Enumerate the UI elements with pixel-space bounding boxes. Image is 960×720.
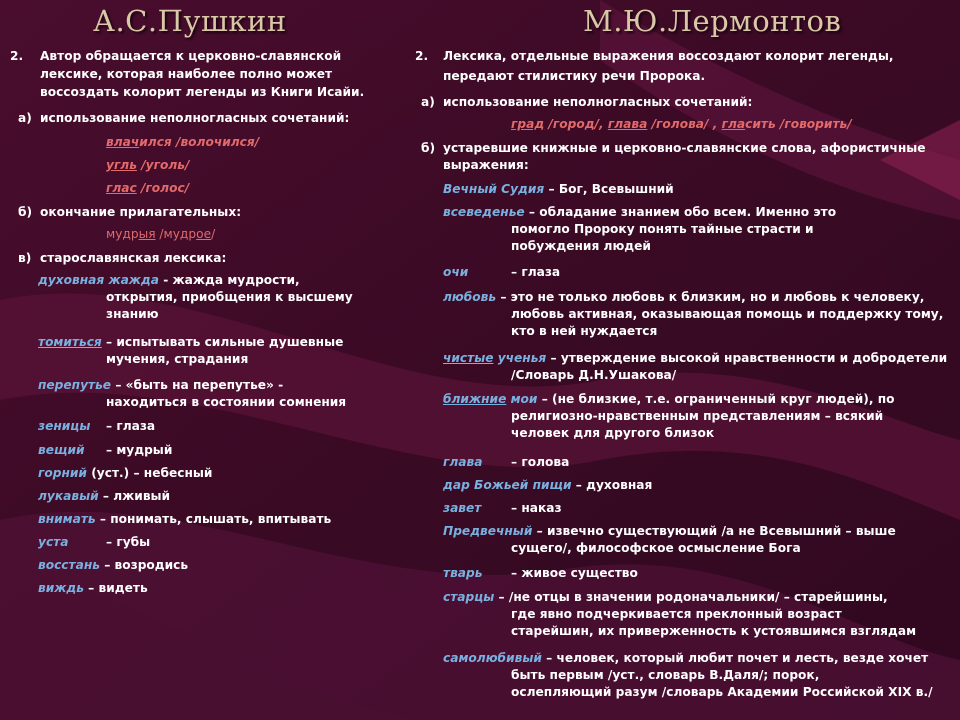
- term-entry: [443, 289, 924, 305]
- term-definition: – обладание знанием обо всем. Именно это: [524, 205, 837, 219]
- term-definition-continuation: человек для другого близок: [511, 426, 715, 440]
- term-definition: – голова: [511, 455, 570, 469]
- left-b-text: окончание прилагательных:: [40, 205, 242, 219]
- left-p2-line2: лексике, которая наиболее полно может: [40, 67, 333, 81]
- term-entry: [443, 454, 570, 470]
- left-a-example-3: глас /голос/: [106, 181, 190, 195]
- term-definition: – человек, который любит почет и лесть, везде хочет: [541, 651, 929, 665]
- term-entry: [38, 377, 283, 393]
- term-word: перепутье: [38, 378, 112, 392]
- term-definition: – «быть на перепутье» -: [111, 378, 284, 392]
- term-entry: [443, 650, 928, 666]
- term-definition: – это не только любовь к близким, но и любовь к человеку,: [496, 290, 925, 304]
- term-definition: – испытывать сильные душевные: [101, 335, 344, 349]
- left-a-example-2: угль /уголь/: [106, 158, 190, 172]
- term-definition: – живое существо: [511, 566, 638, 580]
- term-definition: – мудрый: [106, 443, 173, 457]
- term-word: томиться: [38, 335, 102, 349]
- term-word: Предвечный: [443, 524, 533, 538]
- term-word: восстань: [38, 558, 100, 572]
- term-definition: – возродись: [99, 558, 189, 572]
- term-word: зеницы: [38, 419, 91, 433]
- term-entry: [443, 565, 638, 581]
- term-entry: [38, 557, 188, 573]
- term-definition: – губы: [106, 535, 151, 549]
- term-definition: – Бог, Всевышний: [544, 182, 674, 196]
- term-entry: [38, 511, 331, 527]
- term-definition-continuation: любовь активная, оказывающая помощь и поддержку тому,: [511, 307, 944, 321]
- left-p2-line1: Автор обращается к церковно-славянской: [40, 49, 342, 63]
- term-definition-continuation: знанию: [106, 307, 159, 321]
- term-definition-continuation: открытия, приобщения к высшему: [106, 290, 353, 304]
- term-definition-continuation: сущего/, философское осмысление Бога: [511, 541, 801, 555]
- left-a-example-1: влачился /волочился/: [106, 135, 260, 149]
- right-p2-line2: передают стилистику речи Пророка.: [443, 69, 706, 83]
- right-b-marker: б): [421, 141, 436, 155]
- term-entry: [443, 500, 562, 516]
- term-definition-continuation: религиозно-нравственным представлениям – всякий: [511, 409, 884, 423]
- right-b-line1: устаревшие книжные и церковно-славянские слова, афористичные: [443, 141, 926, 155]
- term-entry: [443, 350, 947, 366]
- term-definition-continuation: находиться в состоянии сомнения: [106, 395, 347, 409]
- term-word: ближние: [443, 392, 507, 406]
- term-definition-continuation: помогло Пророку понять тайные страсти и: [511, 222, 814, 236]
- term-definition: – утверждение высокой нравственности и добродетели: [546, 351, 948, 365]
- term-word-part: мои: [506, 392, 538, 406]
- pushkin-title: А.С.Пушкин: [93, 4, 287, 38]
- term-word-part: ученья: [493, 351, 547, 365]
- term-entry: [38, 488, 170, 504]
- term-definition-continuation: быть первым /уст., словарь В.Даля/; порок,: [511, 668, 820, 682]
- term-word: любовь: [443, 290, 497, 304]
- term-word: тварь: [443, 566, 483, 580]
- term-word: лукавый: [38, 489, 99, 503]
- term-definition: – духовная: [571, 478, 653, 492]
- term-word: всеведенье: [443, 205, 525, 219]
- term-word: вещий: [38, 443, 85, 457]
- term-definition: – наказ: [511, 501, 562, 515]
- term-definition: – глаза: [106, 419, 156, 433]
- left-p2-line3: воссоздать колорит легенды из Книги Исайи.: [40, 85, 365, 99]
- term-entry: [443, 589, 888, 605]
- term-entry: [443, 391, 895, 407]
- right-a-text: использование неполногласных сочетаний:: [443, 95, 753, 109]
- left-a-marker: а): [18, 111, 32, 125]
- term-definition: – (не близкие, т.е. ограниченный круг людей), по: [537, 392, 895, 406]
- left-b-example: мудрыя /мудрое/: [106, 227, 216, 241]
- term-entry: [38, 534, 151, 550]
- term-definition-continuation: мучения, страдания: [106, 352, 249, 366]
- term-definition-continuation: /Словарь Д.Н.Ушакова/: [511, 368, 677, 382]
- term-word: завет: [443, 501, 482, 515]
- term-definition: - жажда мудрости,: [159, 273, 300, 287]
- left-v-text: старославянская лексика:: [40, 251, 227, 265]
- term-entry: [443, 523, 896, 539]
- left-a-text: использование неполногласных сочетаний:: [40, 111, 350, 125]
- term-entry: [443, 204, 836, 220]
- term-entry: [38, 580, 148, 596]
- term-definition-continuation: кто в ней нуждается: [511, 324, 658, 338]
- term-definition: – извечно существующий /а не Всевышний – выше: [532, 524, 896, 538]
- term-word: Вечный Судия: [443, 182, 545, 196]
- term-word: виждь: [38, 581, 84, 595]
- term-definition-continuation: старейшин, их приверженность к устоявшимся взглядам: [511, 624, 917, 638]
- term-word: уста: [38, 535, 69, 549]
- term-definition: – видеть: [83, 581, 148, 595]
- lermontov-title: М.Ю.Лермонтов: [583, 4, 842, 38]
- term-word: глава: [443, 455, 483, 469]
- term-entry: [443, 477, 652, 493]
- right-p2-number: 2.: [415, 49, 429, 63]
- term-definition: – лживый: [98, 489, 171, 503]
- right-a-marker: а): [421, 95, 435, 109]
- term-word: самолюбивый: [443, 651, 542, 665]
- term-entry: [38, 442, 173, 458]
- right-p2-line1: Лексика, отдельные выражения воссоздают колорит легенды,: [443, 49, 894, 63]
- term-word: старцы: [443, 590, 495, 604]
- term-entry: [443, 264, 561, 280]
- term-entry: [38, 465, 212, 481]
- term-word: чистые: [443, 351, 494, 365]
- term-definition: – понимать, слышать, впитывать: [95, 512, 332, 526]
- term-definition: – глаза: [511, 265, 561, 279]
- term-entry: [38, 272, 300, 288]
- term-entry: [38, 334, 343, 350]
- term-word: духовная жажда: [38, 273, 159, 287]
- term-word: горний: [38, 466, 87, 480]
- term-definition-continuation: где явно подчеркивается преклонный возраст: [511, 607, 842, 621]
- term-entry: [443, 181, 674, 197]
- left-b-marker: б): [18, 205, 33, 219]
- term-definition: (уст.) – небесный: [86, 466, 213, 480]
- term-word: дар Божьей пищи: [443, 478, 572, 492]
- term-definition-continuation: побуждения людей: [511, 239, 651, 253]
- right-a-examples: град /город/, глава /голова/ , гласить /говорить/: [511, 117, 852, 131]
- term-word: очи: [443, 265, 469, 279]
- left-p2-number: 2.: [10, 49, 24, 63]
- term-definition: – /не отцы в значении родоначальники/ – старейшины,: [494, 590, 888, 604]
- term-entry: [38, 418, 156, 434]
- term-definition-continuation: ослепляющий разум /словарь Академии Российской XIX в./: [511, 685, 933, 699]
- right-b-line2: выражения:: [443, 158, 529, 172]
- term-word: внимать: [38, 512, 96, 526]
- left-v-marker: в): [18, 251, 32, 265]
